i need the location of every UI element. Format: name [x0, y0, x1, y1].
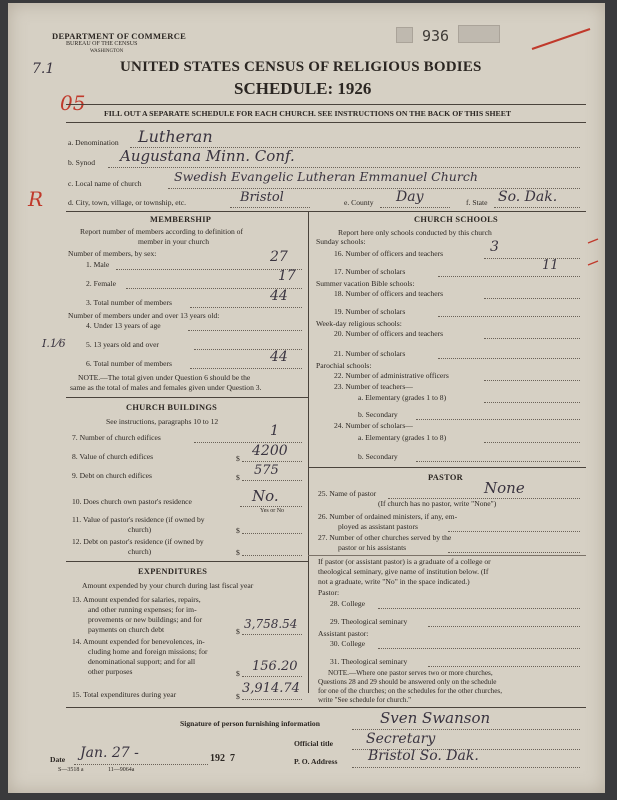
date-label: Date — [50, 755, 66, 764]
margin-mark-3: R — [28, 187, 44, 211]
form-title: UNITED STATES CENSUS OF RELIGIOUS BODIES — [120, 59, 482, 75]
q12-dollar: $ — [236, 548, 240, 557]
title-value: Secretary — [366, 731, 436, 747]
q30-label: 30. College — [330, 639, 366, 648]
q15-label: 15. Total expenditures during year — [72, 690, 177, 699]
graduate-note-3: not a graduate, write "No" in the space indicated.) — [318, 577, 470, 586]
title-label: Official title — [294, 739, 334, 748]
date-stamp — [458, 25, 500, 43]
q13-label-4: payments on church debt — [88, 625, 165, 634]
schools-sub: Report here only schools conducted by this church — [338, 228, 492, 237]
q22-label: 22. Number of administrative officers — [334, 371, 449, 380]
city-label: d. City, town, village, or township, etc. — [68, 198, 187, 207]
denomination-label: a. Denomination — [68, 138, 119, 147]
membership-note-1: NOTE.—The total given under Question 6 should be the — [78, 373, 251, 382]
buildings-heading: CHURCH BUILDINGS — [126, 403, 218, 412]
q12-label: 12. Debt on pastor's residence (if owned by — [72, 537, 204, 546]
q24b-label: b. Secondary — [358, 452, 398, 461]
graduate-note-2: theological seminary, give name of institution below. (If — [318, 567, 489, 576]
signature-label: Signature of person furnishing information — [180, 719, 320, 728]
q2-value: 17 — [278, 268, 296, 284]
q7-value: 1 — [270, 423, 279, 439]
q28-label: 28. College — [330, 599, 366, 608]
q20-label: 20. Number of officers and teachers — [334, 329, 444, 338]
section-rule-2 — [66, 397, 308, 398]
q9-dollar: $ — [236, 473, 240, 482]
q19-label: 19. Number of scholars — [334, 307, 406, 316]
summer-schools: Summer vacation Bible schools: — [316, 279, 415, 288]
q6-value: 44 — [270, 349, 288, 365]
header-rule-bottom — [66, 122, 586, 123]
q14-label-4: other purposes — [88, 667, 133, 676]
q26-label: 26. Number of ordained ministers, if any, em- — [318, 512, 458, 521]
membership-note-2: same as the total of males and females given under Question 3. — [70, 383, 262, 392]
q14-label: 14. Amount expended for benevolences, in- — [72, 637, 205, 646]
margin-check-marks — [586, 237, 600, 277]
q3-value: 44 — [270, 288, 288, 304]
stamp-number: 936 — [422, 27, 450, 45]
county-value: Day — [396, 189, 424, 205]
column-divider — [308, 211, 309, 693]
local-name-value: Swedish Evangelic Lutheran Emmanuel Church — [174, 169, 478, 184]
department-name: DEPARTMENT OF COMMERCE — [52, 31, 187, 41]
q13-label-3: provements or new buildings; and for — [88, 615, 203, 624]
schedule-year: SCHEDULE: 1926 — [234, 79, 372, 98]
membership-intro-2: member in your church — [138, 237, 210, 246]
expenditures-heading: EXPENDITURES — [138, 567, 208, 576]
q25-label: 25. Name of pastor — [318, 489, 377, 498]
date-value: Jan. 27 - — [80, 745, 139, 761]
year-prefix: 192 — [210, 753, 225, 764]
q14-value: 156.20 — [252, 659, 298, 674]
state-label: f. State — [466, 198, 488, 207]
membership-heading: MEMBERSHIP — [150, 215, 212, 224]
q23b-label: b. Secondary — [358, 410, 398, 419]
form-code: S—3518 a — [58, 767, 84, 773]
q27-label-2: pastor or his assistants — [338, 543, 407, 552]
q25-hint: (If church has no pastor, write "None") — [378, 499, 497, 508]
assistant-subheading: Assistant pastor: — [318, 629, 369, 638]
pastor-note-4: write "See schedule for church." — [318, 696, 412, 704]
q21-label: 21. Number of scholars — [334, 349, 406, 358]
pastor-subheading: Pastor: — [318, 588, 340, 597]
schools-heading: CHURCH SCHOOLS — [414, 215, 499, 224]
section-rule-1 — [66, 211, 586, 212]
margin-note: I.1⁄6 — [42, 337, 66, 350]
pastor-heading: PASTOR — [428, 473, 463, 482]
buildings-sub: See instructions, paragraphs 10 to 12 — [106, 417, 219, 426]
red-check-mark — [528, 23, 598, 55]
q8-dollar: $ — [236, 454, 240, 463]
q14-label-2: cluding home and foreign missions; for — [88, 647, 208, 656]
county-label: e. County — [344, 198, 374, 207]
membership-intro-1: Report number of members according to definition of — [80, 227, 244, 236]
section-rule-6 — [66, 707, 586, 708]
city-name: WASHINGTON — [90, 49, 124, 54]
q8-label: 8. Value of church edifices — [72, 452, 154, 461]
q16-value: 3 — [490, 239, 499, 255]
section-rule-5 — [308, 555, 586, 556]
q10-hint: Yes or No — [260, 508, 285, 514]
city-value: Bristol — [240, 190, 284, 205]
parochial-schools: Parochial schools: — [316, 361, 372, 370]
q13-value: 3,758.54 — [244, 617, 298, 631]
q11-label-2: church) — [128, 525, 152, 534]
q13-label-2: and other running expenses; for im- — [88, 605, 197, 614]
margin-mark-1: 7.1 — [32, 61, 55, 77]
q13-dollar: $ — [236, 627, 240, 636]
print-code: 11—9064a — [108, 767, 135, 773]
signature-value: Sven Swanson — [380, 709, 491, 727]
q11-dollar: $ — [236, 526, 240, 535]
q23-label: 23. Number of teachers— — [334, 382, 413, 391]
q3-label: 3. Total number of members — [86, 298, 173, 307]
q14-dollar: $ — [236, 669, 240, 678]
local-name-label: c. Local name of church — [68, 179, 142, 188]
pastor-note-2: Questions 28 and 29 should be answered only on the schedule — [318, 678, 497, 686]
q13-label: 13. Amount expended for salaries, repairs, — [72, 595, 201, 604]
schedule-instruction: FILL OUT A SEPARATE SCHEDULE FOR EACH CHURCH. SEE INSTRUCTIONS ON THE BACK OF THIS SHEET — [104, 109, 512, 118]
graduate-note-1: If pastor (or assistant pastor) is a graduate of a college or — [318, 557, 491, 566]
q1-label: 1. Male — [86, 260, 110, 269]
q9-value: 575 — [254, 463, 279, 478]
q2-label: 2. Female — [86, 279, 116, 288]
expenditures-sub: Amount expended by your church during last fiscal year — [82, 581, 254, 590]
section-rule-4 — [308, 467, 586, 468]
header-rule-top — [66, 104, 586, 105]
q26-label-2: ployed as assistant pastors — [338, 522, 418, 531]
q15-dollar: $ — [236, 692, 240, 701]
q1-value: 27 — [270, 249, 288, 265]
q4-label: 4. Under 13 years of age — [86, 321, 161, 330]
q7-label: 7. Number of church edifices — [72, 433, 161, 442]
q16-label: 16. Number of officers and teachers — [334, 249, 444, 258]
q5-label: 5. 13 years old and over — [86, 340, 159, 349]
members-by-sex: Number of members, by sex: — [68, 249, 157, 258]
q25-value: None — [484, 479, 525, 497]
q10-value: No. — [252, 487, 279, 505]
q17-value: 11 — [542, 258, 559, 273]
weekday-schools: Week-day religious schools: — [316, 319, 402, 328]
synod-label: b. Synod — [68, 158, 96, 167]
q24-label: 24. Number of scholars— — [334, 421, 413, 430]
q12-label-2: church) — [128, 547, 152, 556]
q10-label: 10. Does church own pastor's residence — [72, 497, 192, 506]
denomination-value: Lutheran — [138, 127, 213, 146]
q15-value: 3,914.74 — [242, 681, 300, 696]
address-label: P. O. Address — [294, 757, 338, 766]
pastor-note-1: NOTE.—Where one pastor serves two or more churches, — [328, 669, 493, 677]
q23a-label: a. Elementary (grades 1 to 8) — [358, 393, 447, 402]
section-rule-3 — [66, 561, 308, 562]
age-intro: Number of members under and over 13 years old: — [68, 311, 220, 320]
q8-value: 4200 — [252, 443, 288, 459]
sunday-schools: Sunday schools: — [316, 237, 366, 246]
synod-value: Augustana Minn. Conf. — [120, 147, 295, 165]
pastor-note-3: for one of the churches; on the schedules for the other churches, — [318, 687, 503, 695]
q18-label: 18. Number of officers and teachers — [334, 289, 444, 298]
q31-label: 31. Theological seminary — [330, 657, 408, 666]
q29-label: 29. Theological seminary — [330, 617, 408, 626]
q9-label: 9. Debt on church edifices — [72, 471, 152, 480]
q24a-label: a. Elementary (grades 1 to 8) — [358, 433, 447, 442]
q27-label: 27. Number of other churches served by the — [318, 533, 452, 542]
stamp-box — [396, 27, 413, 43]
bureau-name: BUREAU OF THE CENSUS — [66, 41, 138, 47]
q14-label-3: denominational support; and for all — [88, 657, 196, 666]
state-value: So. Dak. — [498, 189, 558, 205]
q6-label: 6. Total number of members — [86, 359, 173, 368]
address-value: Bristol So. Dak. — [368, 748, 479, 764]
census-schedule-sheet — [8, 3, 605, 793]
margin-mark-2: 05 — [60, 91, 86, 115]
q11-label: 11. Value of pastor's residence (if owned by — [72, 515, 205, 524]
year-value: 7 — [230, 753, 235, 764]
q17-label: 17. Number of scholars — [334, 267, 406, 276]
